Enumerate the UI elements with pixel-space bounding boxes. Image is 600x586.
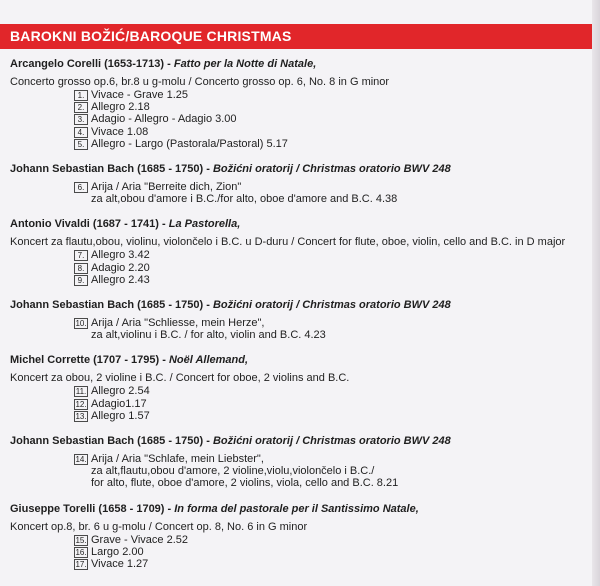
track-line: Allegro 2.54 (91, 385, 150, 398)
composer-line (10, 162, 592, 176)
work-description: Koncert za obou, 2 violine i B.C. / Concert for oboe, 2 violins and B.C. (10, 372, 350, 385)
track-line: Arija / Aria "Schliesse, mein Herze", (91, 317, 265, 330)
composer-name: Johann Sebastian Bach (1685 - 1750) - (10, 299, 213, 312)
section-gap (10, 341, 592, 353)
section-gap (10, 422, 592, 434)
track-text (91, 113, 237, 125)
track-line: Largo 2.00 (91, 545, 144, 558)
composer-name: Johann Sebastian Bach (1685 - 1750) - (10, 163, 213, 176)
track-text (91, 138, 288, 150)
track-number: 10. (75, 319, 87, 329)
composer-name: Giuseppe Torelli (1658 - 1709) - (10, 502, 175, 515)
track-row (74, 398, 592, 410)
track-row (74, 101, 592, 113)
track-line: Grave - Vivace 2.52 (91, 533, 189, 546)
work-title: Božićni oratorij / Christmas oratorio BWV 248 (212, 299, 451, 312)
track-number: 1. (74, 90, 88, 101)
work-title: Fatto per la Notte di Natale, (173, 58, 317, 70)
track-number: 2. (74, 102, 88, 113)
page-title: BAROKNI BOŽIĆ/BAROQUE CHRISTMAS (10, 28, 292, 44)
composer-name: Arcangelo Corelli (1653-1713) - (10, 58, 174, 70)
track-line: for alto, flute, oboe d'amore, 2 violins, viola, cello and B.C. 8.21 (91, 477, 399, 490)
track-row (74, 453, 592, 490)
track-line: Allegro 2.18 (91, 101, 150, 114)
track-line: Allegro 1.57 (91, 409, 150, 422)
track-number: 3. (74, 114, 88, 125)
track-row (74, 546, 592, 558)
track-number: 9. (74, 275, 88, 286)
track-number: 5. (74, 139, 88, 150)
work-section (10, 434, 592, 490)
track-text (91, 398, 147, 410)
track-line: Allegro - Largo (Pastorala/Pastoral) 5.17 (91, 137, 288, 150)
track-text (91, 534, 188, 546)
work-title: Božićni oratorij / Christmas oratorio BWV 248 (212, 163, 451, 176)
track-number: 11. (75, 387, 87, 397)
track-text (91, 126, 148, 138)
track-list (74, 317, 592, 341)
track-text (91, 274, 150, 286)
track-line: Arija / Aria "Schlafe, mein Liebster", (91, 453, 264, 466)
work-section (10, 162, 592, 205)
track-row (74, 138, 592, 150)
track-number: 8. (74, 263, 88, 274)
track-list (74, 181, 592, 205)
composer-name: Antonio Vivaldi (1687 - 1741) - (10, 218, 169, 231)
work-description: Koncert za flautu,obou, violinu, violončelo i B.C. u D-duru / Concert for flute, oboe, violin, cello and B.C. in D major (10, 236, 566, 249)
section-gap (10, 286, 592, 298)
track-row (74, 274, 592, 286)
track-text (91, 249, 150, 261)
track-text (91, 89, 188, 101)
track-number: 17. (75, 560, 87, 570)
track-number: 4. (74, 127, 88, 138)
track-text (91, 558, 148, 570)
composer-line (10, 353, 592, 367)
tracklist (10, 57, 592, 570)
track-row (74, 249, 592, 261)
track-list (74, 453, 592, 490)
track-line: Allegro 2.43 (91, 273, 150, 286)
work-section (10, 502, 592, 571)
track-list (74, 249, 592, 286)
track-row (74, 385, 592, 397)
track-row (74, 113, 592, 125)
track-text (91, 385, 150, 397)
track-line: za alt,violinu i B.C. / for alto, violin and B.C. 4.23 (91, 329, 326, 342)
composer-line (10, 502, 592, 516)
work-title: Božićni oratorij / Christmas oratorio BWV 248 (212, 435, 451, 448)
track-list (74, 89, 592, 150)
work-title: In forma del pastorale per il Santissimo Natale, (174, 502, 419, 515)
composer-line (10, 434, 592, 448)
track-number: 16. (75, 547, 87, 557)
track-row (74, 410, 592, 422)
work-section (10, 353, 592, 422)
track-line: Arija / Aria "Berreite dich, Zion" (91, 181, 242, 194)
track-text (91, 410, 150, 422)
track-number: 12. (75, 399, 87, 409)
track-text (91, 317, 326, 341)
track-line: Vivace - Grave 1.25 (91, 89, 189, 101)
page-edge (592, 0, 600, 586)
track-text (91, 181, 397, 205)
track-row (74, 181, 592, 205)
composer-line (10, 217, 592, 231)
track-row (74, 262, 592, 274)
composer-name: Johann Sebastian Bach (1685 - 1750) - (10, 435, 213, 448)
track-line: za alt,obou d'amore i B.C./for alto, oboe d'amore and B.C. 4.38 (91, 193, 398, 206)
composer-name: Michel Corrette (1707 - 1795) - (10, 354, 169, 367)
composer-line (10, 57, 592, 71)
track-row (74, 558, 592, 570)
track-line: Vivace 1.08 (91, 125, 149, 138)
track-row (74, 126, 592, 138)
track-line: Allegro 3.42 (91, 249, 150, 262)
track-list (74, 385, 592, 422)
track-number: 15. (75, 535, 87, 545)
track-line: Adagio - Allegro - Adagio 3.00 (91, 113, 237, 126)
work-section (10, 217, 592, 286)
track-line: za alt,flautu,obou d'amore, 2 violine,violu,violončelo i B.C./ (91, 465, 375, 478)
track-number: 14. (75, 455, 87, 465)
section-gap (10, 490, 592, 502)
track-number: 13. (75, 411, 87, 421)
work-description: Koncert op.8, br. 6 u g-molu / Concert op. 8, No. 6 in G minor (10, 520, 308, 533)
track-number: 7. (74, 250, 88, 261)
track-line: Adagio1.17 (91, 397, 147, 410)
work-title: La Pastorella, (168, 218, 241, 231)
track-row (74, 534, 592, 546)
section-gap (10, 205, 592, 217)
track-line: Adagio 2.20 (91, 261, 150, 274)
work-section (10, 57, 592, 150)
track-text (91, 101, 150, 113)
track-row (74, 89, 592, 101)
composer-line (10, 298, 592, 312)
work-section (10, 298, 592, 341)
track-text (91, 546, 144, 558)
track-list (74, 534, 592, 571)
track-text (91, 262, 150, 274)
track-row (74, 317, 592, 341)
track-line: Vivace 1.27 (91, 558, 149, 571)
track-text (91, 453, 398, 490)
work-description: Concerto grosso op.6, br.8 u g-molu / Concerto grosso op. 6, No. 8 in G minor (10, 76, 390, 88)
track-number: 6. (74, 182, 88, 193)
work-title: Noël Allemand, (168, 354, 249, 367)
header-banner (0, 24, 592, 49)
section-gap (10, 150, 592, 162)
